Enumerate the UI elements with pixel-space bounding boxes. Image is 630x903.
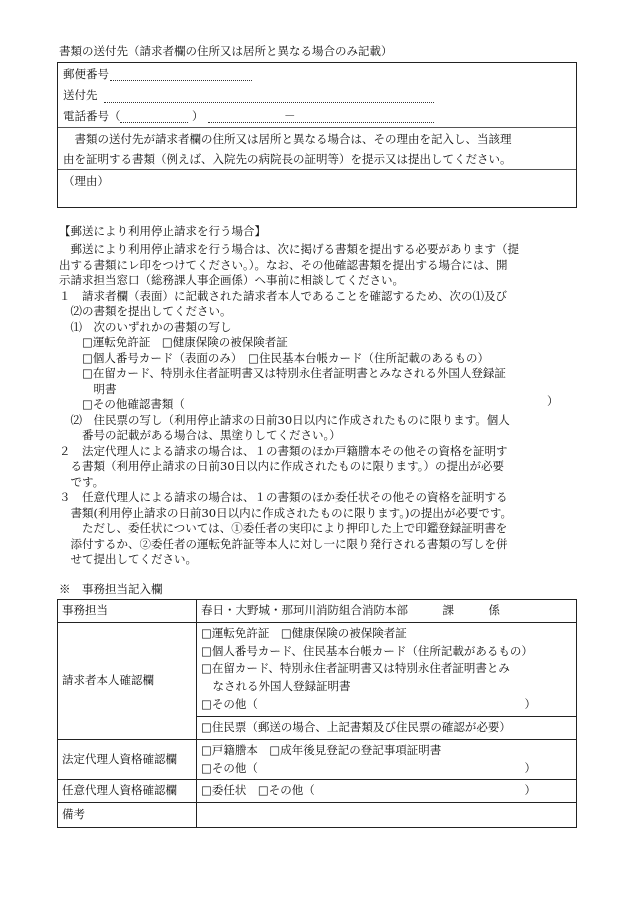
mail-line: □個人番号カード（表面のみ） □住民基本台帳カード（住所記載のあるもの） (59, 350, 489, 365)
identity-item: なされる外国人登録証明書 (201, 679, 351, 694)
mail-line: ２ 法定代理人による請求の場合は、１の書類のほか戸籍謄本その他その資格を証明す (59, 443, 508, 458)
send-note-line-2: 由を証明する書類（例えば、入院先の病院長の証明等）を提示又は提出してください。 (63, 152, 512, 166)
postal-code-field[interactable] (110, 80, 252, 81)
office-heading: ※ 事務担当記入欄 (59, 582, 163, 596)
mail-line: 出する書類にレ印をつけてください。）。なお、その他確認書類を提出する場合には、開 (59, 257, 508, 272)
send-divider-1 (58, 127, 576, 128)
phone-area-field[interactable] (120, 122, 188, 123)
mail-heading: 【郵送により利用停止請求を行う場合】 (59, 224, 266, 238)
voluntary-item[interactable] (197, 780, 577, 803)
identity-label: 請求者本人確認欄 (58, 622, 197, 739)
legal-items[interactable] (197, 739, 577, 780)
mail-line: □在留カード、特別永住者証明書又は特別永住者証明書とみなされる外国人登録証 (59, 366, 506, 380)
phone-dash: － (284, 109, 296, 123)
mail-line: 明書 (59, 381, 117, 396)
voluntary-close: ） (524, 783, 536, 798)
mail-line: です。 (59, 474, 105, 489)
address-field[interactable] (104, 102, 434, 103)
mail-line: ただし、委任状については、①委任者の実印により押印した上で印鑑登録証明書を (59, 521, 508, 535)
mail-line: 添付するか、②委任者の運転免許証等本人に対し一に限り発行される書類の写しを併 (59, 536, 508, 551)
identity-item[interactable]: □在留カード、特別永住者証明書又は特別永住者証明書とみ (201, 661, 510, 676)
address-label: 送付先 (63, 88, 98, 102)
send-divider-2 (58, 169, 576, 170)
staff-row (58, 600, 577, 623)
postal-code-label: 郵便番号 (63, 67, 109, 81)
identity-item[interactable]: □個人番号カード、住民基本台帳カード（住所記載があるもの） (201, 643, 533, 658)
mail-line: ３ 任意代理人による請求の場合は、１の書類のほか委任状その他その資格を証明する (59, 490, 508, 504)
office-table (57, 599, 577, 828)
resident-item[interactable]: □住民票（郵送の場合、上記書類及び住民票の確認が必要） (197, 716, 577, 739)
remarks-row (58, 803, 577, 828)
mail-line: 示請求担当窓口（総務課人事企画係）へ事前に相談してください。 (59, 273, 404, 287)
mail-line: せて提出してください。 (59, 552, 197, 566)
voluntary-row (58, 780, 577, 803)
mail-line: □運転免許証 □健康保険の被保険者証 (59, 335, 288, 349)
staff-label: 事務担当 (58, 600, 197, 623)
reason-label: （理由） (63, 174, 109, 188)
mail-line: ⑵ 住民票の写し（利用停止請求の日前30日以内に作成されたものに限ります。個人 (59, 412, 510, 427)
send-note-line-1: 書類の送付先が請求者欄の住所又は居所と異なる場合は、その理由を記入し、当該理 (63, 132, 512, 146)
voluntary-label: 任意代理人資格確認欄 (58, 780, 197, 803)
phone-label: 電話番号（ (63, 109, 121, 123)
identity-other-item[interactable] (201, 696, 572, 714)
legal-other-item[interactable] (201, 760, 572, 778)
send-destination-box (57, 62, 577, 208)
legal-label: 法定代理人資格確認欄 (58, 739, 197, 780)
identity-items[interactable] (197, 622, 577, 716)
mail-line: ⑴ 次のいずれかの書類の写し (59, 319, 232, 334)
identity-other-close: ） (524, 697, 536, 712)
mail-line: 郵送により利用停止請求を行う場合は、次に掲げる書類を提出する必要があります（提 (59, 242, 519, 256)
mail-line: ⑵の書類を提出してください。 (59, 304, 232, 318)
legal-item[interactable]: □戸籍謄本 □成年後見登記の登記事項証明書 (201, 742, 442, 757)
mail-line: １ 請求者欄（表面）に記載された請求者本人であることを確認するため、次の⑴及び (59, 288, 508, 303)
other-doc-close-paren: ） (547, 394, 559, 408)
legal-other-label: □その他（ (201, 760, 258, 775)
phone-number-field[interactable] (208, 122, 434, 123)
legal-row (58, 739, 577, 780)
identity-row (58, 622, 577, 716)
mail-line: 書類(利用停止請求の日前30日以内に作成されたものに限ります。)の提出が必要です。 (59, 505, 513, 520)
remarks-label: 備考 (58, 803, 197, 828)
phone-paren-close: ） (192, 109, 204, 123)
mail-line: る書類（利用停止請求の日前30日以内に作成されたものに限ります。）の提出が必要 (59, 459, 504, 473)
identity-item[interactable]: □運転免許証 □健康保険の被保険者証 (201, 625, 407, 640)
voluntary-item-label: □委任状 □その他（ (201, 783, 315, 798)
mail-line: □その他確認書類（ (59, 397, 185, 411)
remarks-value[interactable] (197, 803, 577, 828)
staff-value[interactable]: 春日・大野城・那珂川消防組合消防本部 課 係 (197, 600, 577, 623)
mail-line: 番号の記載がある場合は、黒塗りしてください。） (59, 428, 341, 442)
identity-other-label: □その他（ (201, 697, 258, 712)
send-heading: 書類の送付先（請求者欄の住所又は居所と異なる場合のみ記載） (59, 44, 393, 58)
legal-other-close: ） (524, 760, 536, 775)
